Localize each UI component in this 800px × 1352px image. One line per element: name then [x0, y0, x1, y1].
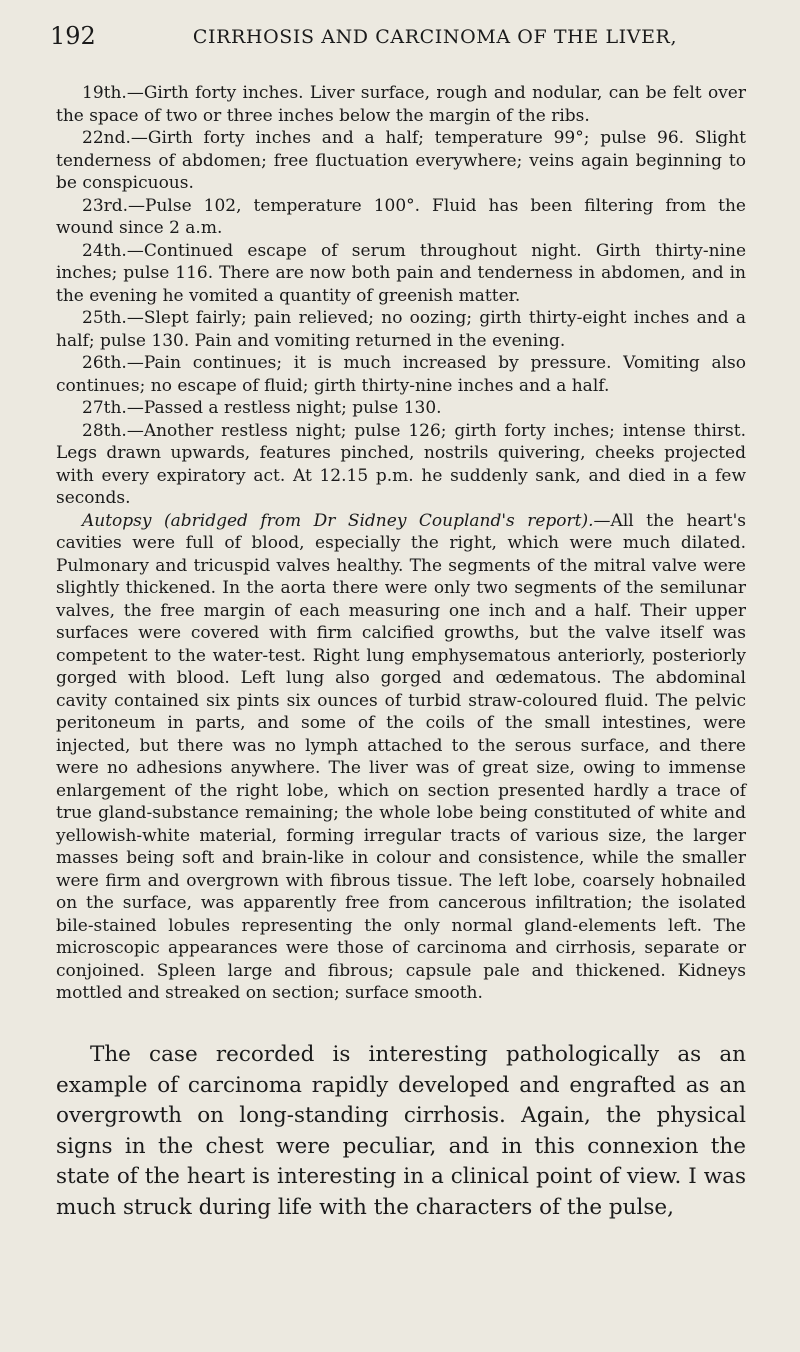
- case-entry: [56, 240, 746, 308]
- running-title: CIRRHOSIS AND CARCINOMA OF THE LIVER,: [192, 26, 678, 48]
- entry-date: 23rd.: [82, 195, 129, 216]
- case-entry: [56, 307, 746, 352]
- case-entry: [56, 397, 746, 420]
- entry-text: —Slept fairly; pain relieved; no oozing; girth thirty-eight inches and a half; pulse 130. Pain and vomiting returned in the evening.: [56, 308, 746, 351]
- entry-date: 25th.: [82, 308, 127, 328]
- autopsy-paragraph: [56, 510, 746, 1005]
- entry-text: —Girth forty inches and a half; temperature 99°; pulse 96. Slight tenderness of abdomen; free fluctuation everywhere; veins again beginning to be conspicuous.: [56, 128, 746, 193]
- case-entry: [56, 195, 746, 240]
- entry-text: —Another restless night; pulse 126; girth forty inches; intense thirst. Legs drawn upwards, features pinched, nostrils quivering, cheeks projected with every expiratory act. At 12.15 p.m. he suddenly sank, and died in a few seconds.: [56, 420, 746, 508]
- case-entry: [56, 127, 746, 195]
- autopsy-text: —All the heart's cavities were full of blood, especially the right, which were much dilated. Pulmonary and tricuspid valves healthy. The segments of the mitral valve were slightly thickened. In the aorta there were only two segments of the semilunar valves, the free margin of each measuring one inch and a half. Their upper surfaces were covered with firm calcified growths, but the valve itself was competent to the water-test. Right lung emphysematous anteriorly, posteriorly gorged with blood. Left lung also gorged and œdematous. The abdominal cavity contained six pints six ounces of turbid straw-coloured fluid. The pelvic peritoneum in parts, and some of the coils of the small intestines, were injected, but there was no lymph attached to the serous surface, and there were no adhesions anywhere. The liver was of great size, owing to immense enlargement of the right lobe, which on section presented hardly a trace of true gland-substance remaining; the whole lobe being constituted of white and yellowish-white material, forming irregular tracts of various size, the larger masses being soft and brain-like in colour and consistence, while the smaller were firm and overgrown with fibrous tissue. The left lobe, coarsely hobnailed on the surface, was apparently free from cancerous infiltration; the isolated bile-stained lobules representing the only normal gland-elements left. The microscopic appearances were those of carcinoma and cirrhosis, separate or conjoined. Spleen large and fibrous; capsule pale and thickened. Kidneys mottled and streaked on section; surface smooth.: [56, 510, 746, 1003]
- entry-text: —Girth forty inches. Liver surface, rough and nodular, can be felt over the space of two or three inches below the margin of the ribs.: [56, 83, 746, 126]
- entry-date: 27th.: [82, 398, 127, 418]
- entry-date: 24th.: [82, 240, 127, 261]
- entry-text: —Passed a restless night; pulse 130.: [126, 398, 442, 418]
- autopsy-heading: Autopsy (abridged from Dr Sidney Coupland's report).: [82, 510, 594, 531]
- page-header: [50, 22, 740, 52]
- commentary-paragraph: The case recorded is interesting pathologically as an example of carcinoma rapidly developed and engrafted as an overgrowth on long-standing cirrhosis. Again, the physical signs in the chest were peculiar, and in this connexion the state of the heart is interesting in a clinical point of view. I was much struck during life with the characters of the pulse,: [56, 1042, 746, 1220]
- entry-date: 19th.: [82, 83, 127, 103]
- entry-text: —Pulse 102, temperature 100°. Fluid has been filtering from the wound since 2 a.m.: [56, 195, 746, 238]
- commentary-section: [56, 1040, 746, 1223]
- entry-text: —Continued escape of serum throughout night. Girth thirty-nine inches; pulse 116. There are now both pain and tenderness in abdomen, and in the evening he vomited a quantity of greenish matter.: [56, 240, 746, 306]
- entry-text: —Pain continues; it is much increased by pressure. Vomiting also continues; no escape of fluid; girth thirty-nine inches and a half.: [56, 353, 746, 396]
- case-entry: [56, 352, 746, 397]
- case-entry: [56, 420, 746, 510]
- page-number: 192: [50, 22, 96, 50]
- entry-date: 22nd.: [82, 128, 131, 148]
- entry-date: 28th.: [82, 420, 127, 441]
- entry-date: 26th.: [82, 353, 127, 373]
- case-notes: [56, 82, 746, 1005]
- case-entry: [56, 82, 746, 127]
